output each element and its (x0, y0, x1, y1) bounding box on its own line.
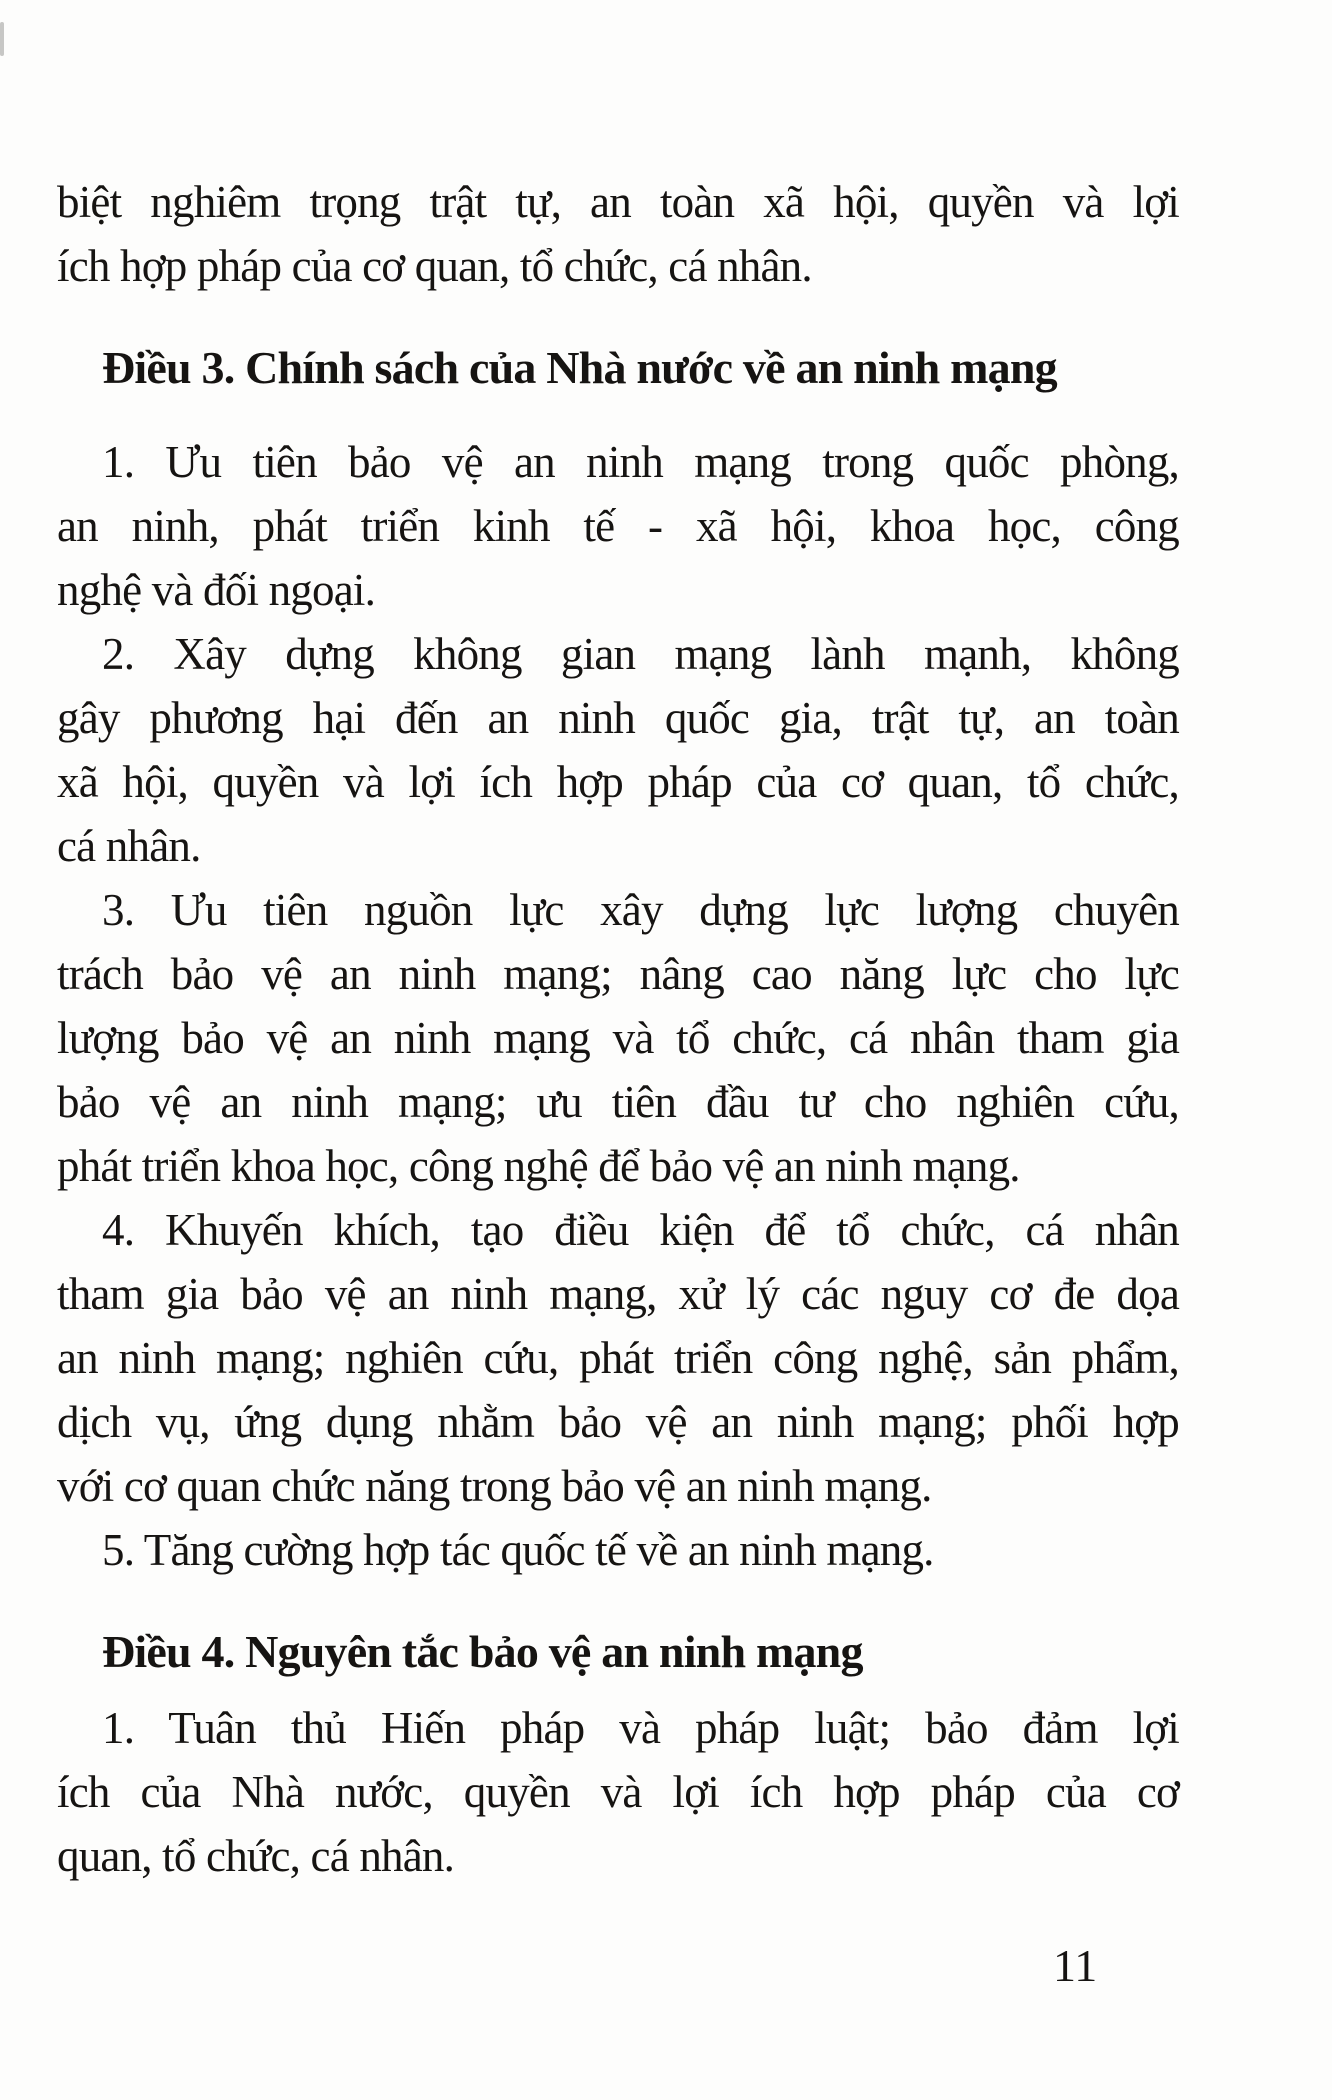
text-line: 4. Khuyến khích, tạo điều kiện để tổ chức, cá nhân (102, 1205, 1179, 1255)
paragraph-article3-item1 (57, 430, 1179, 622)
text-line: 1. Tuân thủ Hiến pháp và pháp luật; bảo đảm lợi (102, 1703, 1179, 1753)
text-line: 5. Tăng cường hợp tác quốc tế về an ninh mạng. (102, 1525, 934, 1575)
text-line: 1. Ưu tiên bảo vệ an ninh mạng trong quốc phòng, (102, 437, 1179, 487)
paragraph-article3-item5 (57, 1518, 1179, 1582)
text-line: bảo vệ an ninh mạng; ưu tiên đầu tư cho nghiên cứu, (57, 1077, 1179, 1127)
text-line: ích hợp pháp của cơ quan, tổ chức, cá nhân. (57, 241, 812, 291)
page-number: 11 (1053, 1940, 1098, 1991)
text-line: 2. Xây dựng không gian mạng lành mạnh, không (102, 629, 1179, 679)
text-line: an ninh, phát triển kinh tế - xã hội, khoa học, công (57, 501, 1179, 551)
text-line: an ninh mạng; nghiên cứu, phát triển công nghệ, sản phẩm, (57, 1333, 1179, 1383)
paragraph-article3-item3 (57, 878, 1179, 1198)
paragraph-continuation (57, 170, 1179, 298)
paragraph-article3-item4 (57, 1198, 1179, 1518)
page-text-block (57, 0, 1179, 1888)
text-line: gây phương hại đến an ninh quốc gia, trật tự, an toàn (57, 693, 1179, 743)
text-line: ích của Nhà nước, quyền và lợi ích hợp pháp của cơ (57, 1767, 1179, 1817)
article-4-heading: Điều 4. Nguyên tắc bảo vệ an ninh mạng (102, 1626, 863, 1677)
text-line: với cơ quan chức năng trong bảo vệ an ninh mạng. (57, 1461, 932, 1511)
text-line: dịch vụ, ứng dụng nhằm bảo vệ an ninh mạng; phối hợp (57, 1397, 1179, 1447)
text-line: tham gia bảo vệ an ninh mạng, xử lý các nguy cơ đe dọa (57, 1269, 1179, 1319)
text-line: 3. Ưu tiên nguồn lực xây dựng lực lượng chuyên (102, 885, 1179, 935)
text-line: cá nhân. (57, 821, 201, 871)
scan-edge-artifact (0, 22, 4, 56)
text-line: biệt nghiêm trọng trật tự, an toàn xã hội, quyền và lợi (57, 177, 1179, 227)
text-line: xã hội, quyền và lợi ích hợp pháp của cơ quan, tổ chức, (57, 757, 1179, 807)
text-line: phát triển khoa học, công nghệ để bảo vệ an ninh mạng. (57, 1141, 1020, 1191)
text-line: trách bảo vệ an ninh mạng; nâng cao năng lực cho lực (57, 949, 1179, 999)
paragraph-article3-item2 (57, 622, 1179, 878)
text-line: lượng bảo vệ an ninh mạng và tổ chức, cá nhân tham gia (57, 1013, 1179, 1063)
paragraph-article4-item1 (57, 1696, 1179, 1888)
text-line: quan, tổ chức, cá nhân. (57, 1831, 455, 1881)
text-line: nghệ và đối ngoại. (57, 565, 376, 615)
article-3-heading: Điều 3. Chính sách của Nhà nước về an ninh mạng (102, 342, 1057, 393)
